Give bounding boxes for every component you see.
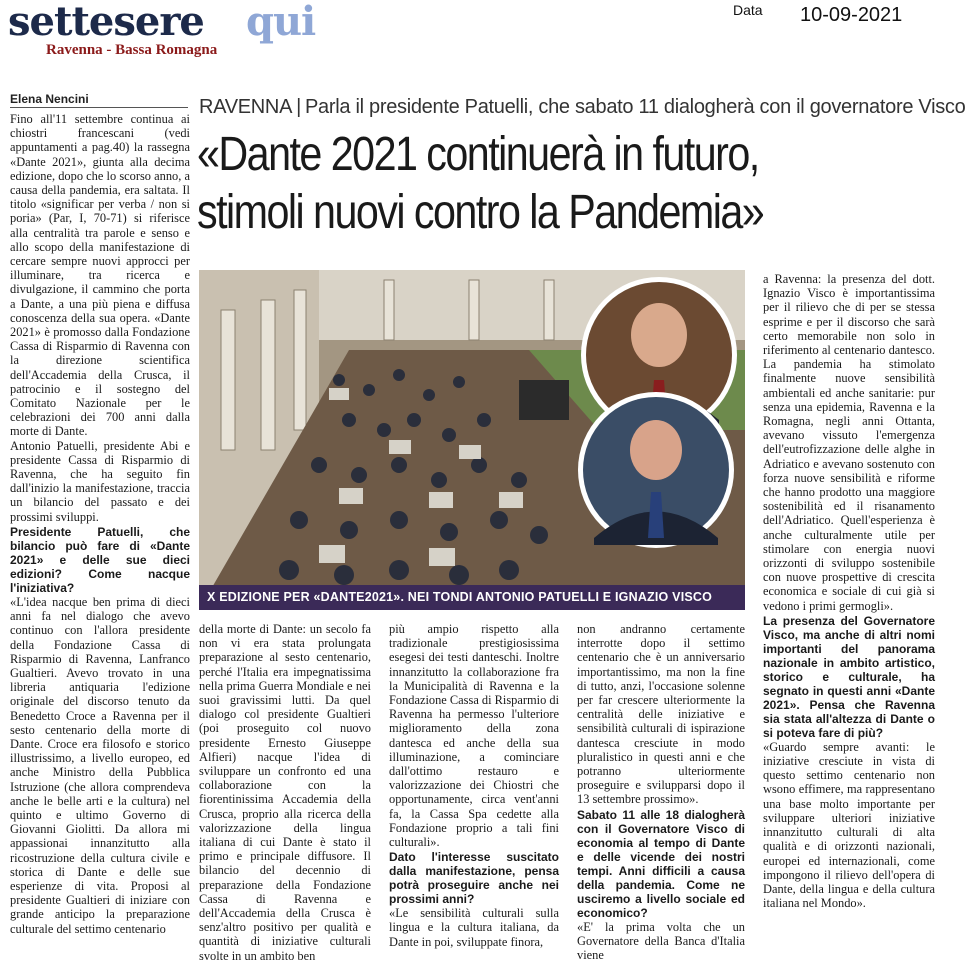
paragraph: della morte di Dante: un secolo fa non vi era stata prolungata preparazione al sesto centenario, perché l'Italia era impegnatissima nella prima Guerra Mondiale e nei suoi gravissimi lutti. Da quel dialogo col presidente Gualtieri (poi proseguito col nuovo presidente Ernesto Giuseppe Alfieri) nacque l'idea di sviluppare un confronto ed una collaborazione con la fiorentinissima Accademia della Crusca, proprio alla ricerca della valorizzazione della lingua italiana di cui Dante è stato il primo e principale diffusore. Il bilancio del decennio di preparazione della Fondazione Cassa di Ravenna e dell'Accademia della Crusca è senz'altro positivo per qualità e quantità di iniziative culturali svolte in un ambito ben	[199, 622, 371, 963]
paragraph: più ampio rispetto alla tradizionale prestigiosissima esegesi dei testi danteschi. Inoltre innanzitutto la collaborazione fra la Municipalità di Ravenna e la Fondazione Cassa di Risparmio di Ravenna ha permesso l'ulteriore miglioramento della zona dantesca ed anche della sua illuminazione, a cominciare dall'ottimo restauro e valorizzazione dei Chiostri che opportunamente, circa vent'anni fa, la Cassa Spa cedette alla Fondazione proprio a tali fini culturali».	[389, 622, 560, 850]
logo-subtitle: Ravenna - Bassa Romagna	[46, 42, 218, 58]
text-column-5	[763, 272, 935, 942]
interview-question: La presenza del Governatore Visco, ma anche di altri nomi importanti del panorama nazionale in ambito artistico, storico e culturale, ha segnato in questi anni «Dante 2021». Pensa che Ravenna sia stata all'altezza di Dante o si poteva fare di più?	[763, 613, 935, 740]
masthead	[8, 2, 328, 62]
kicker-text: Parla il presidente Patuelli, che sabato 11 dialogherà con il governatore Visco	[305, 96, 965, 118]
kicker-separator: |	[296, 96, 302, 118]
interview-question: Presidente Patuelli, che bilancio può fare di «Dante 2021» e delle sue dieci edizioni? Come nacque l'iniziativa?	[10, 524, 190, 595]
paragraph: Fino all'11 settembre continua ai chiostri francescani (vedi appuntamenti a pag.40) la rassegna «Dante 2021», giunta alla decima edizione, dopo che lo scorso anno, a causa della pandemia, era saltata. Il titolo «significar per verba / non si poria» (Par, I, 70-71) si riferisce alla centralità tra parole e senso e allo scopo della manifestazione di cercare sempre nuovi approcci per illuminare, tra ricerca e divulgazione, il cammino che porta a Dante, a una più piena e diffusa conoscenza della sua opera. «Dante 2021» è promosso dalla Fondazione Cassa di Risparmio di Ravenna con la direzione scientifica dell'Accademia della Crusca, il patrocinio e il sostegno del Comitato Nazionale per le celebrazioni dei 700 anni dalla morte di Dante.	[10, 112, 190, 439]
author-byline: Elena Nencini	[10, 92, 89, 106]
text-column-4	[577, 622, 745, 963]
interview-question: Sabato 11 alle 18 dialogherà con il Governatore Visco di economia al tempo di Dante e delle vicende dei nostri tempi. Anni difficili a causa della pandemia. Come ne usciremo a livello sociale ed economico?	[577, 807, 745, 920]
kicker-place: RAVENNA	[199, 96, 293, 118]
paragraph: «Le sensibilità culturali sulla lingua e la cultura italiana, da Dante in poi, sviluppate finora,	[389, 906, 559, 949]
kicker	[199, 96, 965, 119]
event-photo	[199, 270, 745, 610]
text-column-3	[389, 622, 560, 949]
logo-accent: qui	[246, 0, 316, 45]
text-column-1	[10, 112, 190, 942]
headline-line-2: stimoli nuovi contro la Pandemia»	[197, 186, 764, 239]
photo-caption-bar	[199, 585, 745, 610]
logo-main: settesere	[8, 0, 204, 45]
paragraph: «L'idea nacque ben prima di dieci anni fa nel dialogo che avevo continuo con l'allora presidente della Fondazione Cassa di Risparmio di Ravenna, Lanfranco Gualtieri. Avevo trovato in una libreria antiquaria l'edizione originale del discorso tenuto da Benedetto Croce a Ravenna per il sesto centenario della morte di Dante. Croce era filosofo e storico illustrissimo, a livello europeo, ed anche Ministro della Pubblica Istruzione (che allora comprendeva anche le belle arti e la cultura) nel quinto e ultimo Governo di Giovanni Giolitti. Da allora mi appassionai innanzitutto alla ricostruzione della cultura civile e storica di Dante e delle sue esperienze di vita. Proposi al presidente Gualtieri di iniziare con grande anticipo la preparazione culturale del settimo centenario	[10, 594, 190, 936]
paragraph: Antonio Patuelli, presidente Abi e presidente Cassa di Risparmio di Ravenna, che ha seguito fin dall'inizio la manifestazione, traccia un bilancio del passato e dei prossimi sviluppi.	[10, 438, 190, 524]
paragraph: «E' la prima volta che un Governatore della Banca d'Italia viene	[577, 919, 745, 963]
paragraph: «Guardo sempre avanti: le iniziative cresciute in vista di questo settimo centenario non wsono effimere, ma rappresentano una base molto importante per sviluppare ulteriori iniziative innanzitutto culturali di alta qualità e di orizzonti nazionali, europei ed internazionali, come impongono il rilievo dell'opera di Dante, della lingua e della cultura italiana nel Mondo».	[763, 739, 935, 911]
interview-question: Dato l'interesse suscitato dalla manifestazione, pensa potrà proseguire anche nei prossimi anni?	[389, 850, 559, 907]
text-column-2	[199, 622, 371, 963]
paragraph: a Ravenna: la presenza del dott. Ignazio Visco è importantissima per il rilievo che di per se stessa esprime e per il discorso che sarà certo memorabile non solo in riferimento al centenario dantesco. La pandemia ha stimolato finalmente nuove sensibilità ambientali ed anche sanitarie: pur senza una epidemia, Ravenna e la Romagna, negli anni Ottanta, avevano vissuto l'emergenza dell'eutrofizzazione delle alghe in Adriatico e avevano sostenuto con forza nuove sensibilità e riforme che hanno prodotto una maggiore sostenibilità ed il risanamento dell'Adriatico. Quell'esperienza è anche culturalmente utile per stimolare con energia nuovi orizzonti di sviluppo sostenibile con nuove prospettive di crescita economica e sociale di cui già si vedono i primi germogli».	[763, 272, 936, 613]
paragraph: non andranno certamente interrotte dopo il settimo centenario che è un anniversario importantissimo, ma non la fine di tutto, anzi, l'occasione solenne per far crescere ulteriormente la centralità delle iniziative e sensibilità culturali di ispirazione dantesca cresciute in modo pluralistico in questi anni e che potranno ulteriormente proseguire e svilupparsi dopo il 13 settembre prossimo».	[577, 622, 745, 807]
date-value: 10-09-2021	[800, 4, 903, 26]
cloister-audience-illustration	[199, 270, 745, 610]
photo-caption: X EDIZIONE PER «DANTE2021». NEI TONDI ANTONIO PATUELLI E IGNAZIO VISCO	[207, 590, 713, 604]
headline-line-1: «Dante 2021 continuerà in futuro,	[197, 128, 759, 181]
date-label: Data	[733, 2, 763, 18]
byline-divider	[10, 107, 188, 108]
headline	[197, 126, 833, 242]
